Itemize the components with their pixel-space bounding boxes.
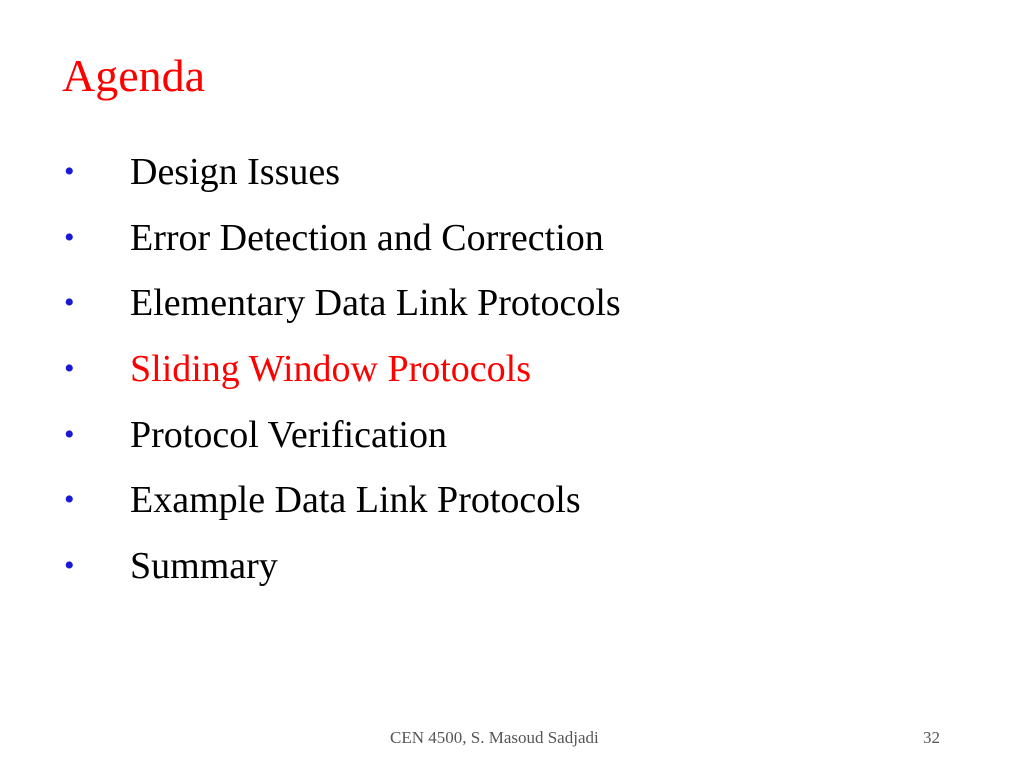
- agenda-item-sliding-window-current: Sliding Window Protocols: [130, 348, 532, 391]
- bullet-icon: •: [64, 220, 75, 254]
- list-item: [0, 140, 1024, 206]
- bullet-icon: •: [64, 549, 75, 583]
- bullet-icon: •: [64, 417, 75, 451]
- list-item: [0, 403, 1024, 469]
- page-number: 32: [923, 728, 940, 747]
- bullet-icon: •: [64, 155, 75, 188]
- list-item: [0, 206, 1024, 272]
- bullet-icon: •: [64, 352, 75, 386]
- slide-title: Agenda: [62, 50, 206, 101]
- bullet-icon: •: [64, 483, 75, 517]
- agenda-list: [0, 140, 1024, 600]
- list-item: [0, 337, 1024, 403]
- agenda-item-design-issues: Design Issues: [130, 151, 341, 193]
- agenda-item-error-detection: Error Detection and Correction: [130, 216, 604, 259]
- agenda-item-example-protocols: Example Data Link Protocols: [130, 479, 581, 522]
- list-item: [0, 534, 1024, 600]
- agenda-item-summary: Summary: [130, 545, 278, 588]
- bullet-icon: •: [64, 286, 75, 320]
- agenda-item-elementary-protocols: Elementary Data Link Protocols: [130, 282, 621, 325]
- list-item: [0, 468, 1024, 534]
- list-item: [0, 271, 1024, 337]
- agenda-item-protocol-verification: Protocol Verification: [130, 413, 447, 456]
- footer-text: CEN 4500, S. Masoud Sadjadi: [390, 728, 599, 747]
